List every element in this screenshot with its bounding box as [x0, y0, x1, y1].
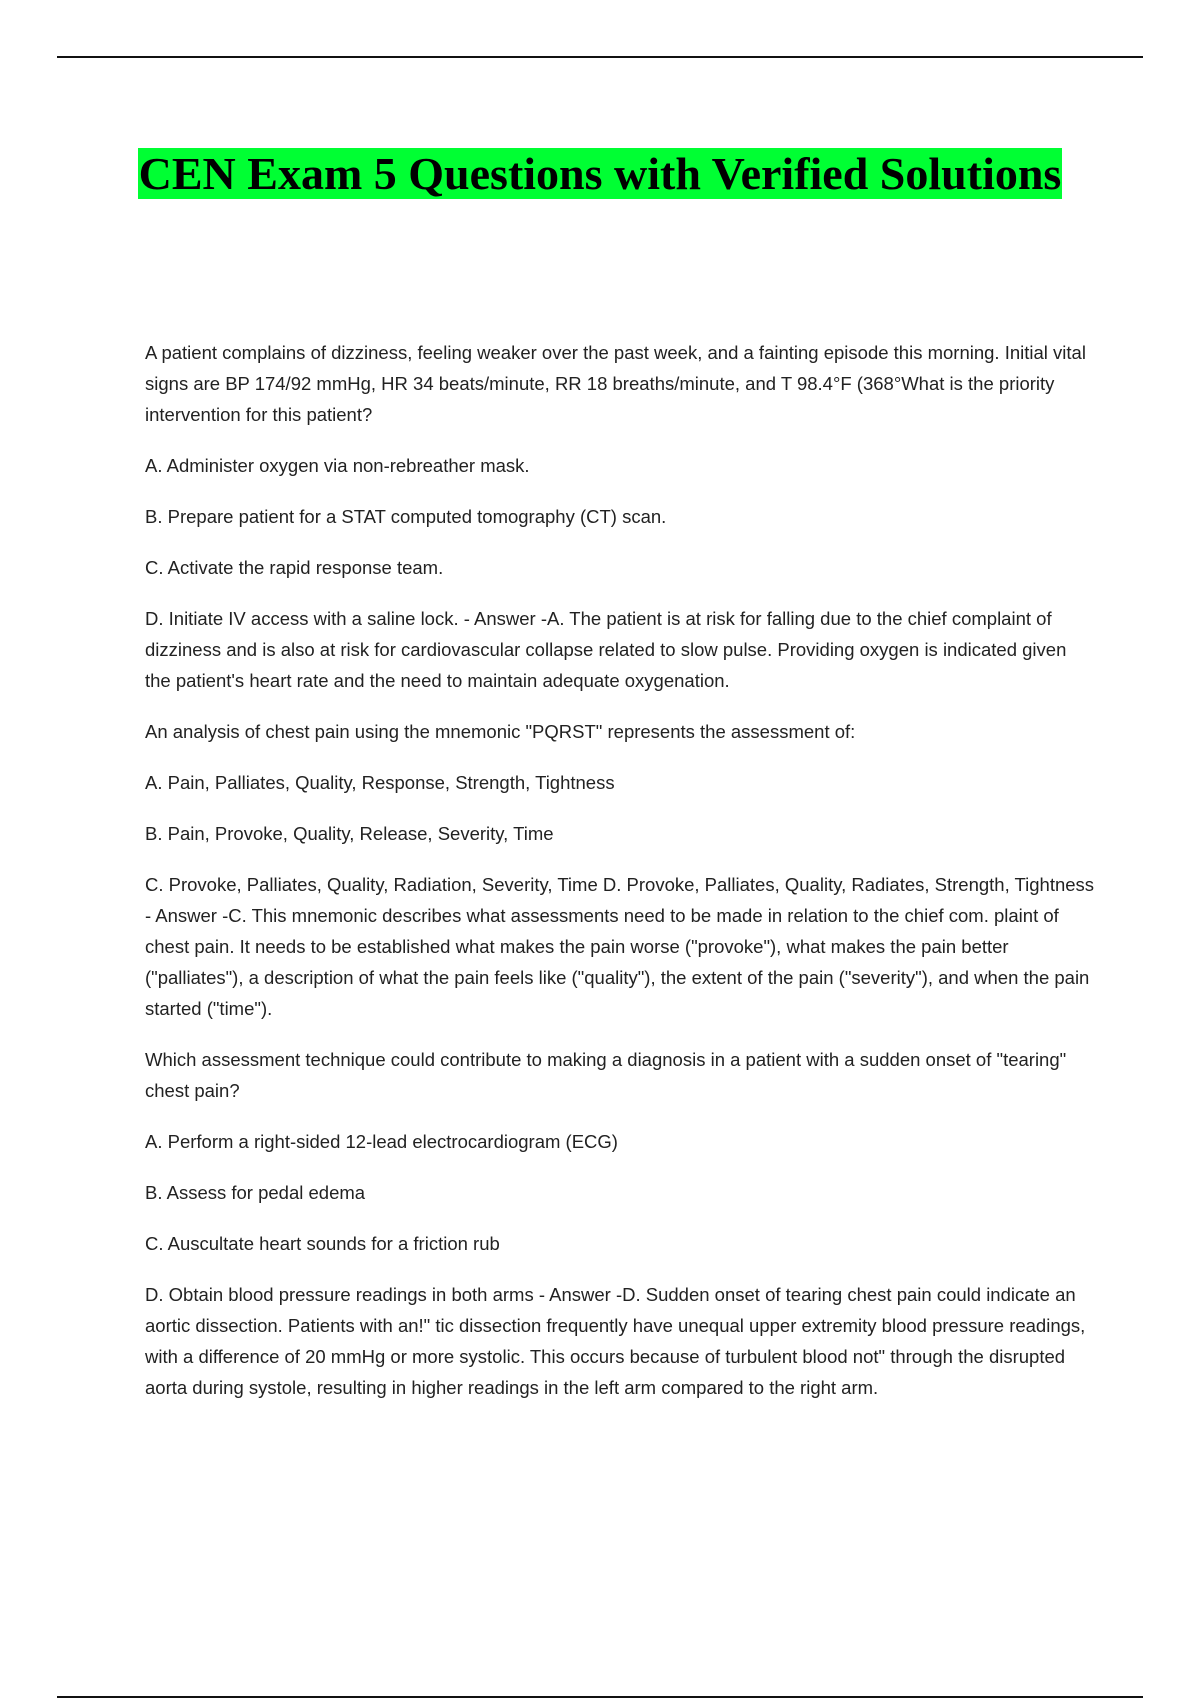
question-1-option-c: C. Activate the rapid response team.	[145, 557, 444, 578]
top-rule	[57, 56, 1143, 58]
question-3-option-a: A. Perform a right-sided 12-lead electrocardiogram (ECG)	[145, 1131, 618, 1152]
question-2-option-b: B. Pain, Provoke, Quality, Release, Severity, Time	[145, 823, 554, 844]
question-2-options-cd-answer: C. Provoke, Palliates, Quality, Radiation, Severity, Time D. Provoke, Palliates, Quality, Radiates, Strength, Tightness - Answer -C. This mnemonic describes what assessments need to be made in relation to the chief com. plaint of chest pain. It needs to be established what makes the pain worse ("provoke"), what makes the pain better ("palliates"), a description of what the pain feels like ("quality"), the extent of the pain ("severity"), and when the pain started ("time").	[145, 874, 1095, 1019]
question-3-option-b: B. Assess for pedal edema	[145, 1182, 366, 1203]
question-2-stem: An analysis of chest pain using the mnemonic "PQRST" represents the assessment of:	[145, 721, 856, 742]
document-title: CEN Exam 5 Questions with Verified Solutions	[138, 148, 1062, 199]
question-3-option-d-answer: D. Obtain blood pressure readings in both arms - Answer -D. Sudden onset of tearing chest pain could indicate an aortic dissection. Patients with an!" tic dissection frequently have unequal upper extremity blood pressure readings, with a difference of 20 mmHg or more systolic. This occurs because of turbulent blood not" through the disrupted aorta during systole, resulting in higher readings in the left arm compared to the right arm.	[145, 1284, 1086, 1398]
question-1-option-a: A. Administer oxygen via non-rebreather mask.	[145, 455, 530, 476]
question-2-option-a: A. Pain, Palliates, Quality, Response, Strength, Tightness	[145, 772, 615, 793]
question-3-stem: Which assessment technique could contribute to making a diagnosis in a patient with a sudden onset of "tearing" chest pain?	[145, 1049, 1067, 1101]
bottom-rule	[57, 1696, 1143, 1698]
question-1-stem: A patient complains of dizziness, feeling weaker over the past week, and a fainting episode this morning. Initial vital signs are BP 174/92 mmHg, HR 34 beats/minute, RR 18 breaths/minute, and T 98.4°F (368°What is the priority intervention for this patient?	[145, 342, 1086, 425]
title-block	[0, 145, 1200, 202]
question-1-option-b: B. Prepare patient for a STAT computed tomography (CT) scan.	[145, 506, 667, 527]
question-3-option-c: C. Auscultate heart sounds for a friction rub	[145, 1233, 500, 1254]
question-1-option-d-answer: D. Initiate IV access with a saline lock. - Answer -A. The patient is at risk for falling due to the chief complaint of dizziness and is also at risk for cardiovascular collapse related to slow pulse. Providing oxygen is indicated given the patient's heart rate and the need to maintain adequate oxygenation.	[145, 608, 1067, 691]
document-body	[145, 337, 1095, 1423]
